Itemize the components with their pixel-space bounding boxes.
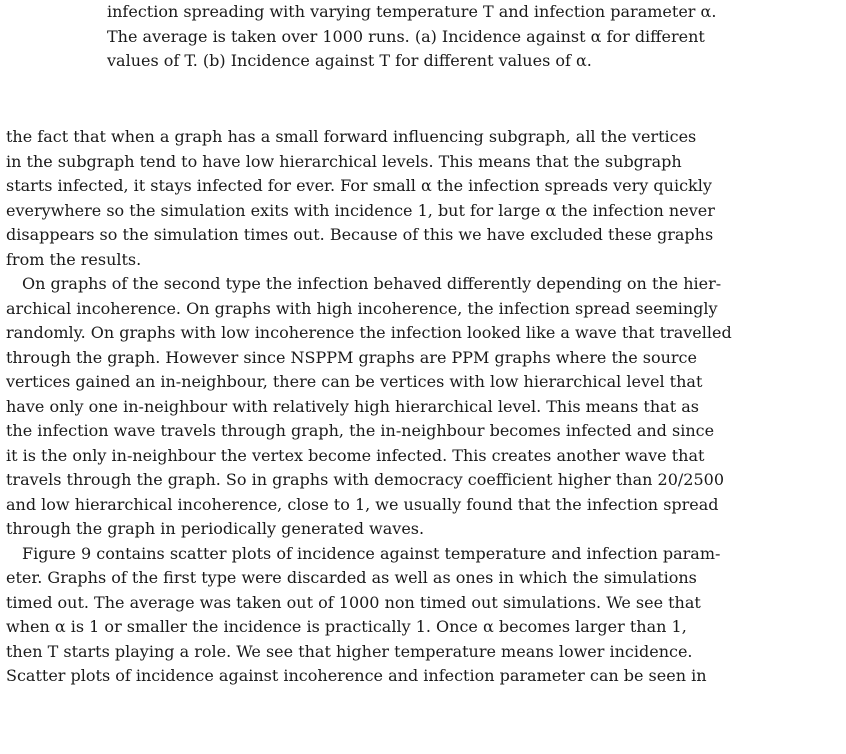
text-line: vertices gained an in-neighbour, there can be vertices with low hierarchical level that bbox=[6, 372, 703, 391]
text-line: in the subgraph tend to have low hierarchical levels. This means that the subgraph bbox=[6, 151, 682, 171]
paragraph bbox=[6, 542, 832, 689]
text-line: travels through the graph. So in graphs with democracy coefficient higher than 20/2500 bbox=[6, 470, 724, 489]
body-text bbox=[6, 125, 832, 689]
text-line: from the results. bbox=[6, 249, 142, 269]
text-line: have only one in-neighbour with relatively high hierarchical level. This means that as bbox=[6, 396, 699, 416]
text-line: Scatter plots of incidence against incoherence and infection parameter can be seen in bbox=[6, 666, 707, 685]
text-line: disappears so the simulation times out. Because of this we have excluded these graphs bbox=[6, 225, 714, 244]
caption-line: The average is taken over 1000 runs. (a) Incidence against α for different bbox=[107, 26, 705, 46]
text-line: On graphs of the second type the infection behaved differently depending on the hier- bbox=[22, 274, 722, 293]
text-line: eter. Graphs of the first type were discarded as well as ones in which the simulations bbox=[6, 568, 697, 587]
paragraph bbox=[6, 125, 832, 272]
figure-caption bbox=[107, 0, 727, 74]
text-line: through the graph. However since NSPPM graphs are PPM graphs where the source bbox=[6, 347, 697, 367]
text-line: everywhere so the simulation exits with incidence 1, but for large α the infection never bbox=[6, 200, 715, 220]
text-line: randomly. On graphs with low incoherence the infection looked like a wave that travelled bbox=[6, 323, 732, 342]
text-line: the infection wave travels through graph, the in-neighbour becomes infected and since bbox=[6, 421, 715, 440]
text-line: and low hierarchical incoherence, close to 1, we usually found that the infection spread bbox=[6, 494, 719, 514]
text-line: when α is 1 or smaller the incidence is practically 1. Once α becomes larger than 1, bbox=[6, 617, 687, 636]
text-line: through the graph in periodically generated waves. bbox=[6, 519, 425, 538]
caption-line: values of T. (b) Incidence against T for different values of α. bbox=[107, 51, 592, 70]
text-line: archical incoherence. On graphs with high incoherence, the infection spread seemingly bbox=[6, 298, 718, 318]
text-line: starts infected, it stays infected for ever. For small α the infection spreads very quickly bbox=[6, 176, 712, 195]
text-line: the fact that when a graph has a small forward influencing subgraph, all the vertices bbox=[6, 127, 697, 146]
caption-line: infection spreading with varying temperature T and infection parameter α. bbox=[107, 2, 717, 21]
text-line: it is the only in-neighbour the vertex become infected. This creates another wave that bbox=[6, 445, 705, 465]
paragraph bbox=[6, 272, 832, 542]
text-line: timed out. The average was taken out of 1000 non timed out simulations. We see that bbox=[6, 592, 701, 612]
text-line: Figure 9 contains scatter plots of incidence against temperature and infection param- bbox=[22, 543, 721, 563]
text-line: then T starts playing a role. We see that higher temperature means lower incidence. bbox=[6, 641, 693, 661]
